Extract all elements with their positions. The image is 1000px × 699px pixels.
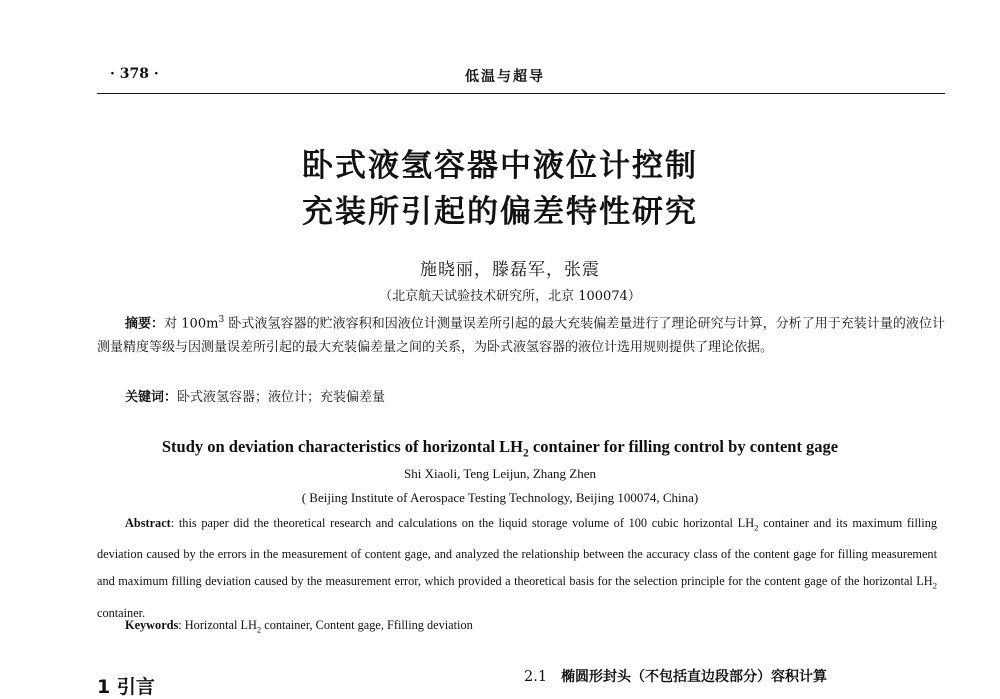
journal-title: 低温与超导 <box>465 69 545 85</box>
abstract-en-sub1: 2 <box>754 522 759 533</box>
title-en-sub: 2 <box>523 447 529 460</box>
keywords-en-sub: 2 <box>256 624 262 635</box>
keywords-en-post: container, Content gage, Ffilling deviation <box>261 618 473 632</box>
title-en-post: container for filling control by content gage <box>528 437 839 456</box>
title-cn-line2: 充装所引起的偏差特性研究 <box>302 194 698 230</box>
abstract-cn-pre: 对 100m <box>164 316 219 332</box>
abstract-en-label: Abstract <box>125 516 171 530</box>
abstract-en-post: container. <box>97 605 146 620</box>
authors-en: Shi Xiaoli, Teng Leijun, Zhang Zhen <box>403 466 596 481</box>
keywords-en-pre: : Horizontal LH <box>178 618 257 632</box>
keywords-cn <box>125 386 385 405</box>
authors-cn: 施晓丽，滕磊军，张震 <box>420 260 600 280</box>
title-en <box>0 437 1000 459</box>
abstract-en-sub2: 2 <box>932 580 937 591</box>
abstract-cn-text: 卧式液氢容器的贮液容积和因液位计测量误差所引起的最大充装偏差量进行了理论研究与计算，分析了用于充装计量的液位计测量精度等级与因测量误差所引起的最大充装偏差量之间的关系，为卧式液氢容器的液位计选用规则提供了理论依据。 <box>97 316 945 356</box>
section-2-1-title: 椭圆形封头（不包括直边段部分）容积计算 <box>561 669 828 685</box>
abstract-cn <box>97 308 945 360</box>
title-cn-line1: 卧式液氢容器中液位计控制 <box>302 148 698 184</box>
keywords-en <box>125 618 473 634</box>
keywords-en-label: Keywords <box>125 618 179 632</box>
abstract-en <box>97 510 937 627</box>
keywords-cn-label: 关键词： <box>125 390 178 405</box>
header-rule <box>97 93 945 94</box>
abstract-cn-label: 摘要： <box>125 316 165 332</box>
section-2-1-number: 2.1 <box>524 669 548 685</box>
affiliation-cn: （北京航天试验技术研究所，北京 100074） <box>379 289 641 304</box>
affiliation-en: ( Beijing Institute of Aerospace Testing Technology, Beijing 100074, China) <box>301 490 699 505</box>
keywords-cn-text: 卧式液氢容器；液位计；充装偏差量 <box>177 390 386 405</box>
abstract-en-mid: container and its maximum filling deviation caused by the errors in the measurement of content gage, and analyzed the relationship between the accuracy class of the content gage for filling measurement and maximum filling deviation caused by the measurement error, which provided a theoretical basis for the selection principle for the content gage of the horizontal LH <box>97 516 937 589</box>
title-en-pre: Study on deviation characteristics of horizontal LH <box>161 437 523 456</box>
abstract-en-pre: : this paper did the theoretical research and calculations on the liquid storage volume of 100 cubic horizontal LH <box>170 516 755 530</box>
section-1-heading: 1 引言 <box>97 676 155 698</box>
abstract-cn-sup: 3 <box>218 315 225 325</box>
page-number: · 378 · <box>110 66 159 82</box>
section-2-1-heading <box>524 666 827 686</box>
